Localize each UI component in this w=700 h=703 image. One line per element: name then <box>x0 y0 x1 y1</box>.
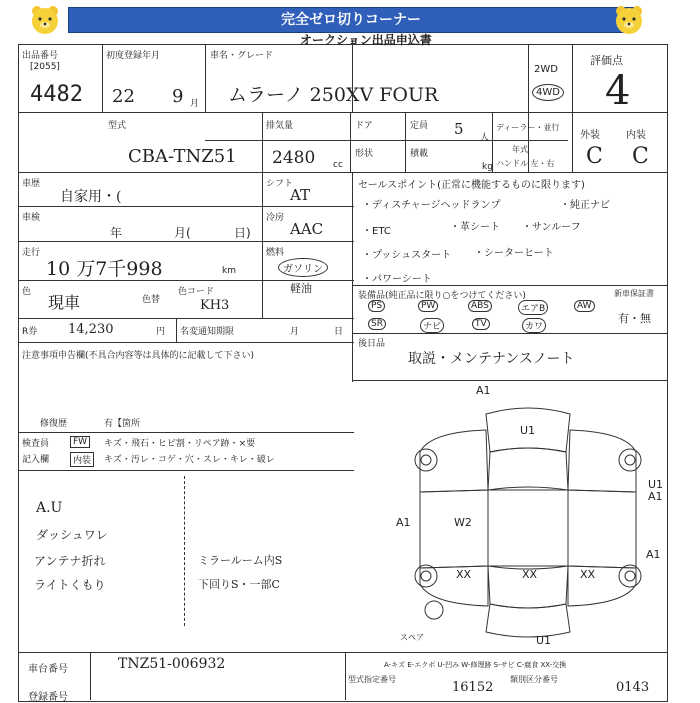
sales-point-item: ・純正ナビ <box>560 200 610 211</box>
drive-2wd: 2WD <box>534 64 558 75</box>
equip-leather: カワ <box>522 318 546 333</box>
equip-navi: ナビ <box>420 318 444 333</box>
sheet-title: オークション出品申込書 <box>300 33 432 47</box>
fuel-gasoline: ガソリン <box>278 258 328 277</box>
row-line <box>18 432 354 433</box>
year-label: 年式 <box>512 145 528 154</box>
sales-point-item: ・ディスチャージヘッドランプ <box>362 200 501 211</box>
col-line <box>572 44 573 172</box>
spare-label: スペア <box>400 633 424 642</box>
first-reg-month-unit: 月 <box>190 99 200 109</box>
doors-label: ドア <box>355 121 373 131</box>
damage-mark: A1 <box>648 490 663 503</box>
inspector-label-2: 記入欄 <box>22 455 50 465</box>
col-line <box>405 112 406 172</box>
notes-label: 注意事項申告欄(不具合内容等は具体的に記載して下さい) <box>22 351 255 361</box>
score-value: 4 <box>605 68 631 114</box>
model-value: CBA-TNZ51 <box>128 146 237 167</box>
capacity-unit: 人 <box>480 133 490 143</box>
exterior-label: 外装 <box>580 130 600 141</box>
hand-note-4: ライトくもり <box>34 578 106 592</box>
banner-title: 完全ゼロ切りコーナー <box>68 7 634 33</box>
damage-mark: A1 <box>476 384 491 397</box>
row-line <box>352 333 668 334</box>
col-line <box>262 172 263 318</box>
car-name-value: ムラーノ 250XV FOUR <box>228 84 439 106</box>
equip-abs: ABS <box>468 300 492 312</box>
reg-label: 登録番号 <box>28 692 68 703</box>
class-value: 0143 <box>616 680 650 695</box>
damage-mark: A1 <box>646 548 661 561</box>
load-unit: kg <box>482 162 493 172</box>
fw-label: FW <box>70 436 90 448</box>
damage-mark: U1 <box>648 478 664 491</box>
fuel-diesel: 軽油 <box>290 282 312 295</box>
row-line <box>18 172 668 173</box>
inspection-month: 月( <box>174 226 191 240</box>
load-label: 積載 <box>410 149 429 159</box>
exterior-score: C <box>586 144 603 169</box>
aircon-value: AAC <box>290 220 324 238</box>
drive-4wd: 4WD <box>532 84 564 101</box>
equip-ps: PS <box>368 300 385 312</box>
name-change-label: 名変通知期限 <box>180 327 235 337</box>
damage-mark: XX <box>522 568 538 581</box>
row-line <box>18 112 668 113</box>
col-line <box>205 44 206 112</box>
interior-score: C <box>632 144 649 169</box>
recycle-unit: 円 <box>156 327 166 337</box>
interior-label: 内装 <box>626 130 646 141</box>
recycle-value: 14,230 <box>68 322 114 337</box>
aftersheet-label: 後日品 <box>358 339 386 349</box>
repair-label: 修復歴 <box>40 419 68 429</box>
displacement-label: 排気量 <box>266 121 294 131</box>
color-label: 色 <box>22 287 32 297</box>
equip-airbag: エアB <box>518 300 548 315</box>
bear-mascot-right-icon <box>612 4 646 36</box>
sales-point-item: ・プッシュスタート <box>362 250 452 261</box>
spec-value: 16152 <box>452 680 494 695</box>
spec-label: 型式指定番号 <box>348 675 396 684</box>
mileage-value: 10 万7千998 <box>46 258 163 280</box>
row-line <box>18 206 354 207</box>
sales-point-item: ・シーターヒート <box>474 248 554 259</box>
aircon-label: 冷房 <box>266 213 285 223</box>
row-line <box>18 342 354 343</box>
sales-point-item: ・サンルーフ <box>522 222 581 233</box>
recycle-label: R券 <box>22 327 38 337</box>
col-line <box>350 112 351 172</box>
hand-note-5: ミラールーム内S <box>198 554 283 567</box>
inspection-label: 車検 <box>22 213 41 223</box>
row-line <box>18 318 354 319</box>
inspection-day: 日) <box>234 226 251 240</box>
warranty-label: 新車保証書 <box>614 289 654 298</box>
damage-mark: U1 <box>520 424 536 437</box>
first-reg-label: 初度登録年月 <box>106 51 161 61</box>
col-line <box>90 652 91 700</box>
sales-points-label: セールスポイント(正常に機能するものに限ります) <box>358 180 585 191</box>
damage-mark: XX <box>580 568 596 581</box>
color-code: KH3 <box>200 298 230 313</box>
inspector-label-1: 検査員 <box>22 439 50 449</box>
shift-value: AT <box>290 186 311 204</box>
damage-mark: XX <box>456 568 472 581</box>
row-line <box>18 241 354 242</box>
name-change-month: 月 <box>290 327 300 337</box>
damage-mark: W2 <box>454 516 472 529</box>
sales-point-item: ・ETC <box>362 226 391 237</box>
row-line <box>18 470 354 471</box>
hand-note-3: アンテナ折れ <box>34 554 106 568</box>
damage-legend: A-キズ E-エクボ U-凹み W-修理跡 S-サビ C-腐食 XX-交換 <box>384 661 567 669</box>
damage-mark: A1 <box>396 516 411 529</box>
first-reg-month: 9 <box>172 86 184 107</box>
hand-note-2: ダッシュワレ <box>36 528 108 542</box>
col-line <box>262 112 263 172</box>
entry-no: 4482 <box>30 82 83 107</box>
shift-label: シフト <box>266 179 294 189</box>
equip-tv: TV <box>472 318 490 330</box>
repair-value: 有【箇所 <box>104 419 141 429</box>
chassis-label: 車台番号 <box>28 664 68 675</box>
row-line <box>18 652 668 653</box>
color-change-label: 色替 <box>142 295 161 305</box>
model-label: 型式 <box>108 121 127 131</box>
aftersheet-value: 取説・メンテナンスノート <box>408 351 575 367</box>
equip-pw: PW <box>418 300 438 312</box>
hand-note-6: 下回りS・一部C <box>198 578 280 591</box>
sales-point-item: ・パワーシート <box>362 274 432 285</box>
dealer-label: ディーラー・並行 <box>496 123 560 132</box>
col-line <box>345 652 346 700</box>
mileage-label: 走行 <box>22 248 41 258</box>
fuel-label: 燃料 <box>266 248 285 258</box>
bear-mascot-left-icon <box>28 4 62 36</box>
damage-mark: U1 <box>536 634 552 647</box>
row-line <box>205 140 568 141</box>
shape-label: 形状 <box>355 149 374 159</box>
displacement-unit: cc <box>333 160 343 170</box>
interior-items: キズ・汚レ・コゲ・穴・スレ・キレ・破レ <box>104 455 275 465</box>
interior-insp-label: 内装 <box>70 452 94 467</box>
handle-label: ハンドル 左・右 <box>496 159 555 168</box>
name-change-day: 日 <box>334 327 344 337</box>
sales-point-item: ・革シート <box>450 222 500 233</box>
col-line <box>102 44 103 112</box>
score-label: 評価点 <box>590 54 623 67</box>
color-code-label: 色コード <box>178 287 215 297</box>
car-name-label: 車名・グレード <box>210 51 274 61</box>
equip-sr: SR <box>368 318 386 330</box>
notes-divider <box>184 476 185 626</box>
entry-no-small: [2055] <box>30 62 60 72</box>
col-line <box>352 172 353 382</box>
row-line <box>352 380 668 381</box>
equipment-label: 装備品(純正品に限り○をつけてください) <box>358 291 526 301</box>
color-value: 現車 <box>48 293 81 312</box>
chassis-value: TNZ51-006932 <box>118 656 226 672</box>
equip-aw: AW <box>574 300 595 312</box>
capacity-label: 定員 <box>410 121 429 131</box>
class-label: 類別区分番号 <box>510 675 558 684</box>
first-reg-year: 22 <box>112 86 135 107</box>
inspection-year: 年 <box>110 226 123 240</box>
mileage-unit: km <box>222 266 236 276</box>
warranty-value: 有・無 <box>618 312 651 325</box>
row-line <box>352 285 668 286</box>
displacement-value: 2480 <box>272 148 316 168</box>
entry-no-label: 出品番号 <box>22 51 59 61</box>
capacity-value: 5 <box>454 120 464 138</box>
col-line <box>528 44 529 172</box>
hand-note-1: A.U <box>36 500 63 516</box>
history-label: 車歴 <box>22 179 41 189</box>
history-value: 自家用・( <box>60 189 122 205</box>
fw-items: キズ・飛石・ヒビ割・リペア跡・×要 <box>104 439 256 449</box>
col-line <box>176 318 177 342</box>
